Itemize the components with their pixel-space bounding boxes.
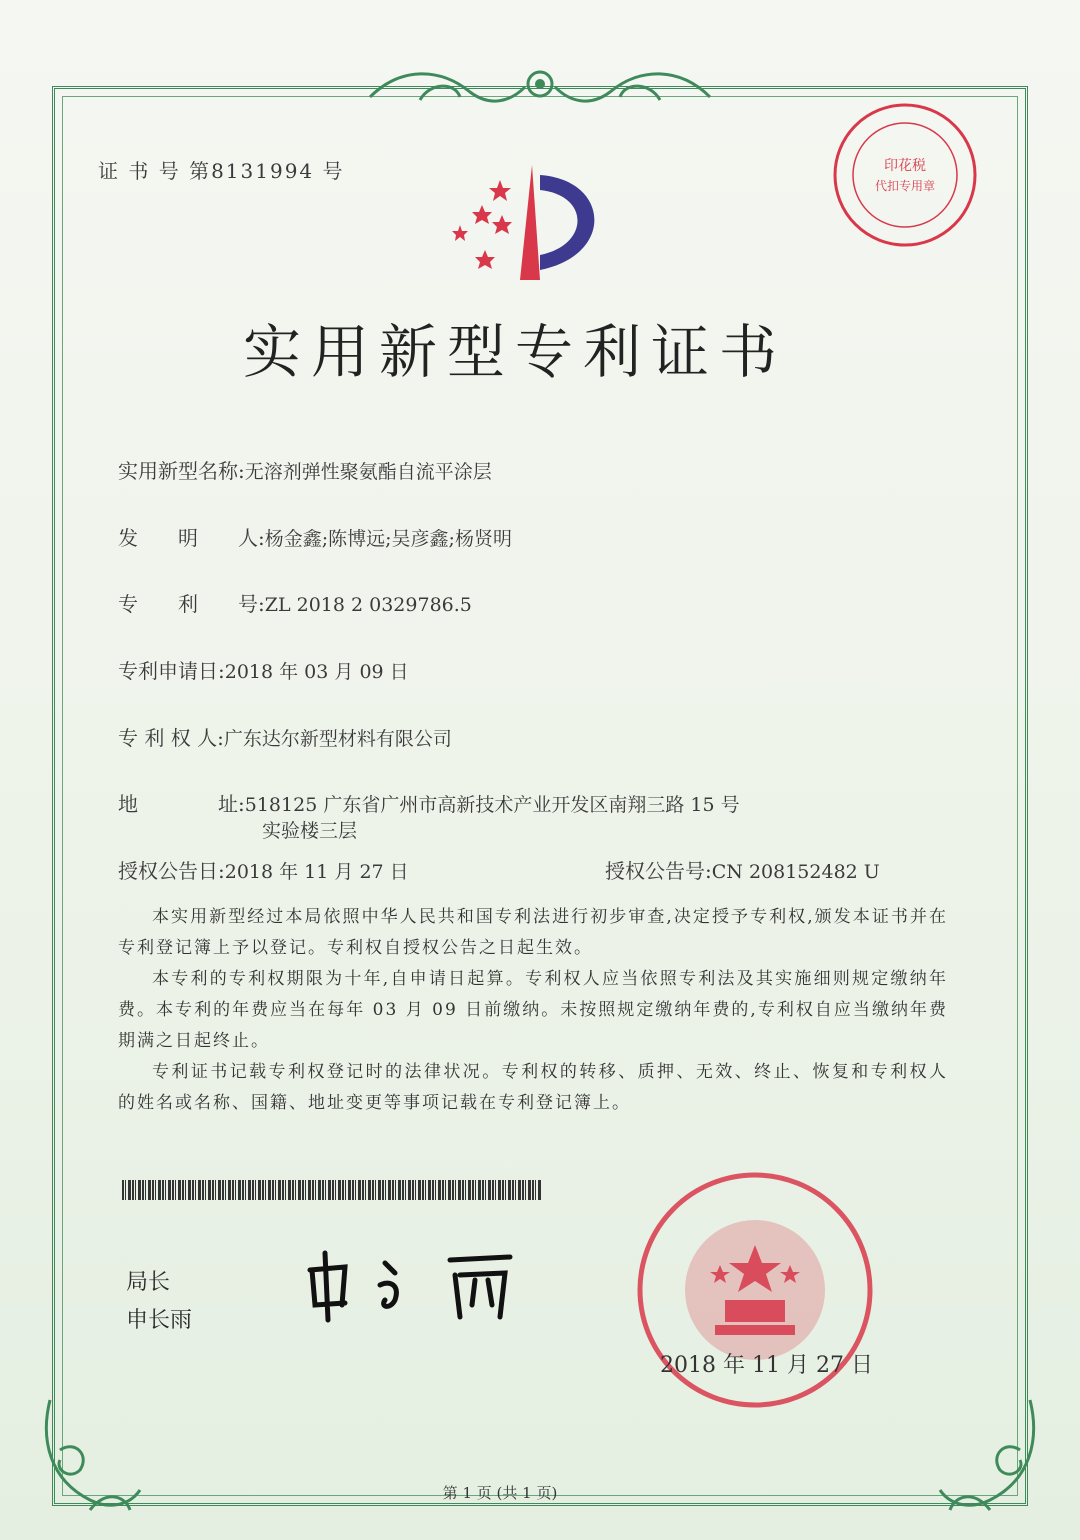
filing-date-label: 专利申请日: xyxy=(118,659,225,683)
grant-number-field xyxy=(605,855,880,884)
filing-date-value: 2018 年 03 月 09 日 xyxy=(224,661,409,683)
barcode xyxy=(122,1180,542,1200)
patentee-value: 广东达尔新型材料有限公司 xyxy=(223,728,452,750)
inventor-value: 杨金鑫;陈博远;吴彦鑫;杨贤明 xyxy=(264,528,512,550)
grant-date-label: 授权公告日: xyxy=(118,859,225,883)
utility-model-name-field xyxy=(118,455,492,484)
director-name: 申长雨 xyxy=(126,1308,193,1333)
body-paragraph-1: 本实用新型经过本局依照中华人民共和国专利法进行初步审查,决定授予专利权,颁发本证书并在专利登记簿上予以登记。专利权自授权公告之日起生效。 xyxy=(118,907,948,958)
svg-text:印花税: 印花税 xyxy=(884,158,926,174)
grant-number-value: CN 208152482 U xyxy=(711,861,880,883)
handwritten-signature xyxy=(300,1245,540,1325)
patent-office-logo xyxy=(440,160,620,290)
certificate-title: 实用新型专利证书 xyxy=(242,318,787,386)
patent-number-value: ZL 2018 2 0329786.5 xyxy=(264,594,472,616)
body-paragraph-2: 本专利的专利权期限为十年,自申请日起算。专利权人应当依照专利法及其实施细则规定缴纳年费。本专利的年费应当在每年 03 月 09 日前缴纳。未按照规定缴纳年费的,专利权自应当缴纳年费期满之日起终止。 xyxy=(118,969,948,1051)
grant-number-label: 授权公告号: xyxy=(605,859,712,883)
patentee-field xyxy=(118,722,452,751)
inventor-label: 发 明 人: xyxy=(118,526,265,550)
utility-model-name-label: 实用新型名称: xyxy=(118,459,245,483)
patent-number-label: 专 利 号: xyxy=(118,592,265,616)
grant-date-value: 2018 年 11 月 27 日 xyxy=(224,861,409,883)
seal-date: 2018 年 11 月 27 日 xyxy=(660,1353,873,1378)
certificate-body xyxy=(118,902,948,1119)
address-line2-field xyxy=(262,816,357,843)
address-field xyxy=(118,788,740,817)
page-number: 第 1 页 (共 1 页) xyxy=(442,1484,558,1502)
address-label: 地 址: xyxy=(118,792,245,816)
svg-text:代扣专用章: 代扣专用章 xyxy=(874,179,936,193)
utility-model-name-value: 无溶剂弹性聚氨酯自流平涂层 xyxy=(244,461,492,483)
grant-date-field xyxy=(118,855,409,884)
patentee-label: 专 利 权 人: xyxy=(118,726,224,750)
top-ornament xyxy=(360,62,720,112)
certificate-number: 证 书 号 第8131994 号 xyxy=(98,159,345,183)
address-value-line2: 实验楼三层 xyxy=(262,820,358,842)
filing-date-field xyxy=(118,655,409,684)
tax-stamp-seal xyxy=(830,100,980,250)
inventor-field xyxy=(118,522,512,551)
body-paragraph-3: 专利证书记载专利权登记时的法律状况。专利权的转移、质押、无效、终止、恢复和专利权人的姓名或名称、国籍、地址变更等事项记载在专利登记簿上。 xyxy=(118,1062,948,1113)
address-value-line1: 518125 广东省广州市高新技术产业开发区南翔三路 15 号 xyxy=(244,794,740,816)
director-title: 局长 xyxy=(126,1270,171,1295)
patent-number-field xyxy=(118,588,472,617)
